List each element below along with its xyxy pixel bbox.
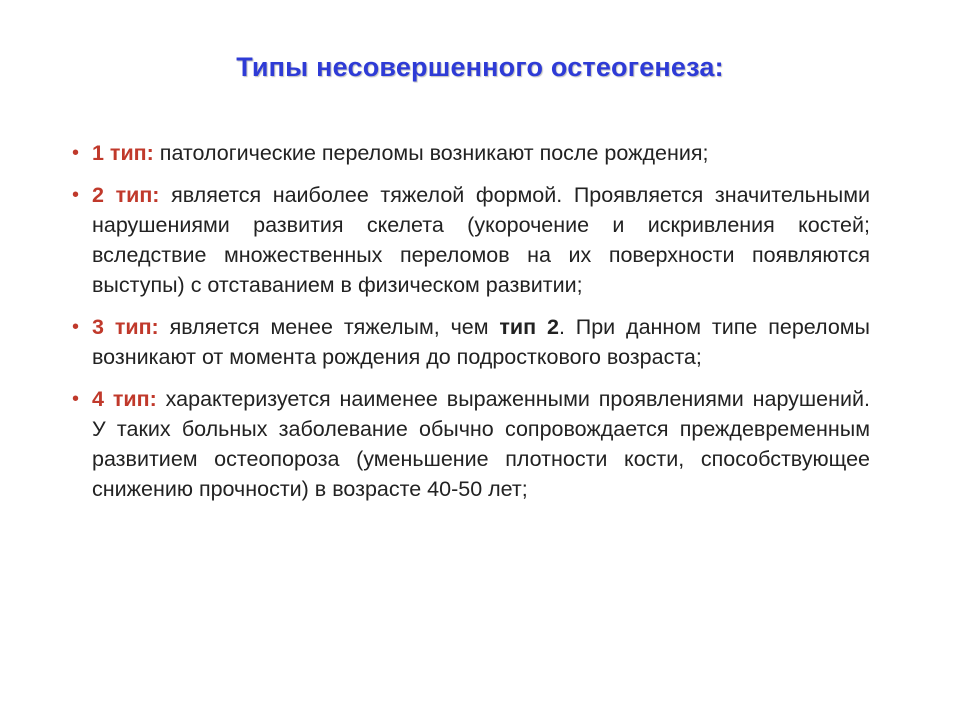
list-item-type-1: [72, 138, 870, 168]
item-text: характеризуется наименее выраженными проявлениями нарушений. У таких больных заболевание обычно сопровождается преждевременным развитием остеопороза (уменьшение плотности кости, способствующее снижению прочности) в возрасте 40-50 лет;: [92, 387, 871, 501]
type-label: 2 тип:: [92, 183, 160, 207]
list-item-type-2: [72, 180, 870, 300]
item-text: . При данном типе переломы возникают от момента рождения до подросткового возраста;: [92, 315, 871, 369]
bullet-dot-icon: •: [72, 316, 80, 338]
item-text: патологические переломы возникают после рождения;: [153, 141, 709, 165]
type-label: 3 тип:: [92, 315, 159, 339]
slide-title: Типы несовершенного остеогенеза:: [236, 52, 724, 82]
list-item-type-4: [72, 384, 870, 504]
type-label: 1 тип:: [92, 141, 154, 165]
list-item-type-3: [72, 312, 870, 372]
item-text-bold: тип 2: [499, 315, 559, 339]
bullet-dot-icon: •: [72, 388, 80, 410]
bullet-list: [72, 138, 870, 516]
item-text: является наиболее тяжелой формой. Проявляется значительными нарушениями развития скелета (укорочение и искривления костей; вследствие множественных переломов на их поверхности появляются выступы) с отставанием в физическом развитии;: [92, 183, 870, 297]
bullet-dot-icon: •: [72, 184, 80, 206]
bullet-dot-icon: •: [72, 142, 80, 164]
item-text: является менее тяжелым, чем: [158, 315, 500, 339]
type-label: 4 тип:: [92, 387, 157, 411]
